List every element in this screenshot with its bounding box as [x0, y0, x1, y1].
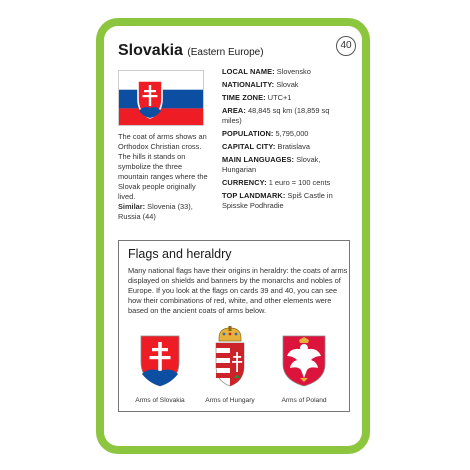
similar-value: Slovenia (33), Russia (44)	[118, 202, 193, 221]
arms-caption: Arms of Slovakia	[135, 397, 185, 404]
flag-description	[118, 132, 214, 222]
fact-row: AREA: 48,845 sq km (18,859 sq miles)	[222, 106, 330, 125]
card-title	[118, 42, 264, 60]
facts-list	[222, 67, 350, 214]
fact-row: LOCAL NAME: Slovensko	[222, 67, 311, 76]
card-number: 40	[336, 36, 356, 56]
poland-arms-icon	[281, 334, 327, 388]
slovakia-flag	[118, 70, 204, 126]
fact-row: TIME ZONE: UTC+1	[222, 93, 292, 102]
fact-row: CAPITAL CITY: Bratislava	[222, 142, 310, 151]
similar-label: Similar:	[118, 202, 146, 211]
fact-row: TOP LANDMARK: Spiš Castle in Spisske Podhradie	[222, 191, 333, 210]
fact-row: MAIN LANGUAGES: Slovak, Hungarian	[222, 155, 321, 174]
country-name: Slovakia	[118, 42, 183, 59]
arms-poland	[272, 334, 336, 404]
slovakia-arms-icon	[139, 334, 181, 388]
description-text: The coat of arms shows an Orthodox Christian cross. The hills it stands on symbolize the three mountain ranges where the Slovak people originally lived.	[118, 132, 208, 201]
region-label: (Eastern Europe)	[187, 47, 264, 58]
hungary-arms-icon	[213, 326, 247, 388]
arms-caption: Arms of Poland	[281, 397, 327, 404]
slovakia-flag-icon	[119, 71, 204, 126]
fact-row: POPULATION: 5,795,000	[222, 129, 309, 138]
fact-row: CURRENCY: 1 euro = 100 cents	[222, 178, 331, 187]
fact-row: NATIONALITY: Slovak	[222, 80, 299, 89]
arms-hungary	[198, 326, 262, 404]
heraldry-title: Flags and heraldry	[128, 247, 232, 261]
arms-slovakia	[128, 334, 192, 404]
heraldry-text: Many national flags have their origins in heraldry: the coats of arms displayed on shields and banners by the monarchs and nobles of Europe. If you look at the flags on cards 39 and 40, you can see how their combinations of red, white, and other elements were based on the ancient coats of arms below.	[128, 266, 348, 315]
arms-caption: Arms of Hungary	[205, 397, 255, 404]
